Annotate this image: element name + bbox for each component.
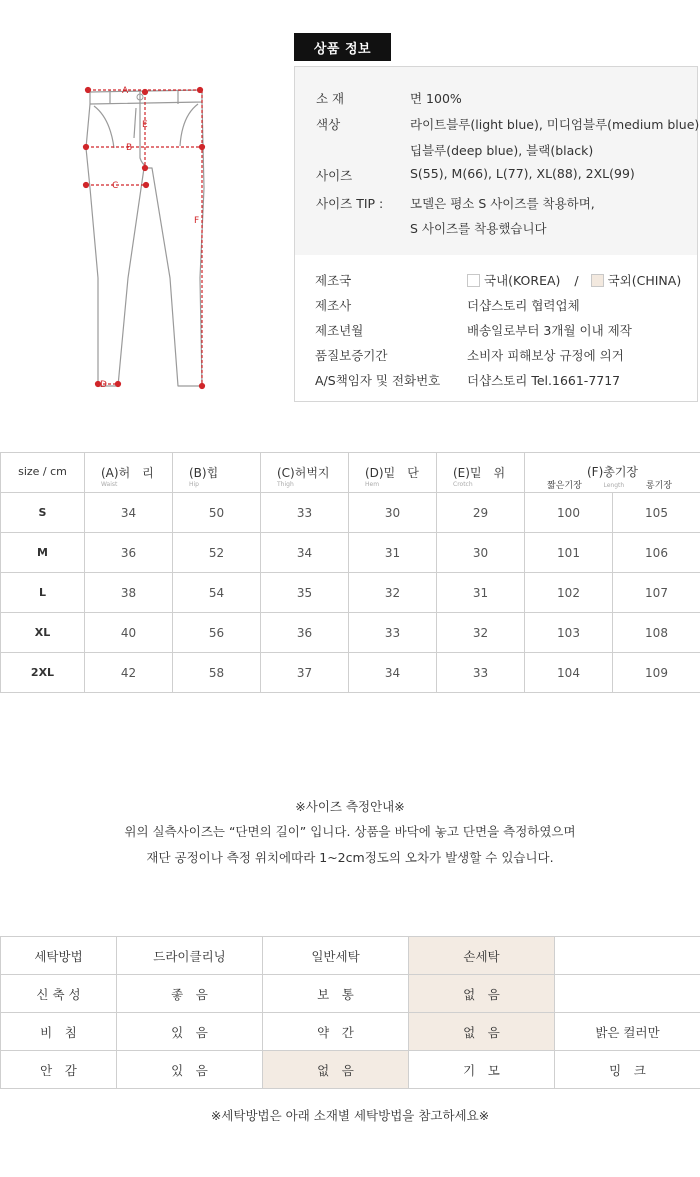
wash-cell: 없 음 <box>409 1013 555 1051</box>
size-row <box>1 493 700 533</box>
size-cell-value: 107 <box>613 573 700 613</box>
length-short-label: 짧은기장 <box>547 481 582 491</box>
maker-value: 더샵스토리 협력업체 <box>467 298 580 313</box>
size-header-hip: (B)힙 Hip <box>173 453 261 493</box>
size-cell-value: 34 <box>349 653 437 693</box>
pants-illustration <box>70 78 230 398</box>
spec-label-size-tip: 사이즈 TIP : <box>316 196 384 211</box>
label-f: F <box>194 216 200 226</box>
size-cell-label: XL <box>1 613 85 653</box>
wash-row-label: 안 감 <box>1 1051 117 1089</box>
size-cell-value: 36 <box>261 613 349 653</box>
origin-label: 제조국 <box>315 273 352 288</box>
wash-table-body <box>1 937 700 1089</box>
product-info-title: 상품 정보 <box>294 33 391 61</box>
size-row <box>1 653 700 693</box>
size-cell-value: 105 <box>613 493 700 533</box>
wash-cell: 밍 크 <box>555 1051 700 1089</box>
size-table-body <box>1 493 700 693</box>
wash-cell: 좋 음 <box>117 975 263 1013</box>
size-row <box>1 613 700 653</box>
size-cell-value: 52 <box>173 533 261 573</box>
as-contact-value: 더샵스토리 Tel.1661-7717 <box>467 373 621 388</box>
label-d: D <box>100 380 107 390</box>
size-cell-value: 54 <box>173 573 261 613</box>
size-cell-value: 100 <box>525 493 613 533</box>
size-cell-value: 102 <box>525 573 613 613</box>
length-long-label: 롱기장 <box>645 481 673 491</box>
size-cell-label: 2XL <box>1 653 85 693</box>
wash-cell: 밝은 컬러만 <box>555 1013 700 1051</box>
manufacture-date-label: 제조년월 <box>315 323 364 338</box>
wash-note: ※세탁방법은 아래 소재별 세탁방법을 참고하세요※ <box>210 1108 490 1123</box>
spec-label-size: 사이즈 <box>316 168 353 183</box>
size-cell-label: M <box>1 533 85 573</box>
size-cell-value: 30 <box>437 533 525 573</box>
size-cell-label: S <box>1 493 85 533</box>
size-cell-value: 31 <box>437 573 525 613</box>
size-cell-value: 35 <box>261 573 349 613</box>
size-cell-value: 56 <box>173 613 261 653</box>
wash-cell: 있 음 <box>117 1013 263 1051</box>
wash-row <box>1 1013 700 1051</box>
size-cell-value: 37 <box>261 653 349 693</box>
size-cell-value: 109 <box>613 653 700 693</box>
korea-checkbox <box>467 274 480 287</box>
measure-note-title: ※사이즈 측정안내※ <box>295 799 405 814</box>
size-cell-value: 33 <box>437 653 525 693</box>
label-e: E <box>142 120 148 130</box>
wash-row <box>1 1051 700 1089</box>
wash-cell: 약 간 <box>263 1013 409 1051</box>
size-cell-value: 40 <box>85 613 173 653</box>
wash-cell: 기 모 <box>409 1051 555 1089</box>
spec-label-color: 색상 <box>316 117 341 132</box>
size-header-hem: (D)밑 단 Hem <box>349 453 437 493</box>
size-cell-value: 33 <box>261 493 349 533</box>
origin-option-korea: 국내(KOREA) <box>484 273 561 288</box>
origin-option-china: 국외(CHINA) <box>607 273 682 288</box>
wash-cell: 없 음 <box>263 1051 409 1089</box>
size-cell-value: 31 <box>349 533 437 573</box>
size-cell-value: 32 <box>437 613 525 653</box>
measure-note-line-2: 재단 공정이나 측정 위치에따라 1~2cm정도의 오차가 발생할 수 있습니다. <box>146 850 554 865</box>
label-c: C <box>112 181 119 191</box>
wash-cell <box>555 975 700 1013</box>
size-cell-value: 42 <box>85 653 173 693</box>
wash-row-label: 비 침 <box>1 1013 117 1051</box>
size-header-crotch: (E)밑 위 Crotch <box>437 453 525 493</box>
origin-separator: / <box>574 273 579 288</box>
wash-cell: 드라이클리닝 <box>117 937 263 975</box>
size-table <box>0 452 700 693</box>
size-cell-value: 34 <box>85 493 173 533</box>
spec-value-color-2: 딥블루(deep blue), 블랙(black) <box>410 143 594 158</box>
spec-value-size-tip-2: S 사이즈를 착용했습니다 <box>410 221 547 236</box>
size-cell-value: 38 <box>85 573 173 613</box>
product-info-box <box>294 66 698 402</box>
size-cell-value: 34 <box>261 533 349 573</box>
china-checkbox <box>591 274 604 287</box>
size-cell-value: 30 <box>349 493 437 533</box>
size-cell-value: 101 <box>525 533 613 573</box>
size-row <box>1 573 700 613</box>
spec-value-size-tip: 모델은 평소 S 사이즈를 착용하며, <box>410 196 595 211</box>
size-cell-label: L <box>1 573 85 613</box>
wash-row-label: 세탁방법 <box>1 937 117 975</box>
measure-note-line-1: 위의 실측사이즈는 “단면의 길이” 입니다. 상품을 바닥에 놓고 단면을 측정하였으며 <box>124 824 576 839</box>
wash-row <box>1 937 700 975</box>
size-header-length: (F)총기장 짧은기장 Length 롱기장 <box>525 453 700 493</box>
size-cell-value: 32 <box>349 573 437 613</box>
pants-measurement-diagram <box>70 78 230 398</box>
size-cell-value: 103 <box>525 613 613 653</box>
size-row <box>1 533 700 573</box>
size-cell-value: 106 <box>613 533 700 573</box>
wash-cell: 보 통 <box>263 975 409 1013</box>
wash-row-label: 신 축 성 <box>1 975 117 1013</box>
size-cell-value: 58 <box>173 653 261 693</box>
size-header-waist: (A)허 리 Waist <box>85 453 173 493</box>
size-cell-value: 104 <box>525 653 613 693</box>
wash-row <box>1 975 700 1013</box>
maker-label: 제조사 <box>315 298 352 313</box>
wash-table <box>0 936 700 1089</box>
spec-value-color: 라이트블루(light blue), 미디엄블루(medium blue) <box>410 117 700 132</box>
spec-value-size: S(55), M(66), L(77), XL(88), 2XL(99) <box>410 166 635 181</box>
size-cell-value: 36 <box>85 533 173 573</box>
spec-value-material: 면 100% <box>410 91 462 106</box>
spec-label-material: 소 재 <box>316 91 345 106</box>
as-contact-label: A/S책임자 및 전화번호 <box>315 373 441 388</box>
size-cell-value: 108 <box>613 613 700 653</box>
wash-cell: 일반세탁 <box>263 937 409 975</box>
label-b: B <box>126 143 133 153</box>
size-cell-value: 50 <box>173 493 261 533</box>
size-table-corner: size / cm <box>1 453 85 493</box>
label-a: A <box>122 86 129 96</box>
size-cell-value: 29 <box>437 493 525 533</box>
size-cell-value: 33 <box>349 613 437 653</box>
wash-cell: 있 음 <box>117 1051 263 1089</box>
warranty-label: 품질보증기간 <box>315 348 388 363</box>
size-header-thigh: (C)허벅지 Thigh <box>261 453 349 493</box>
wash-cell: 손세탁 <box>409 937 555 975</box>
warranty-value: 소비자 피해보상 규정에 의거 <box>467 348 624 363</box>
spec-area <box>295 67 700 255</box>
wash-cell <box>555 937 700 975</box>
wash-cell: 없 음 <box>409 975 555 1013</box>
origin-options <box>467 271 681 289</box>
manufacture-date-value: 배송일로부터 3개월 이내 제작 <box>467 323 632 338</box>
